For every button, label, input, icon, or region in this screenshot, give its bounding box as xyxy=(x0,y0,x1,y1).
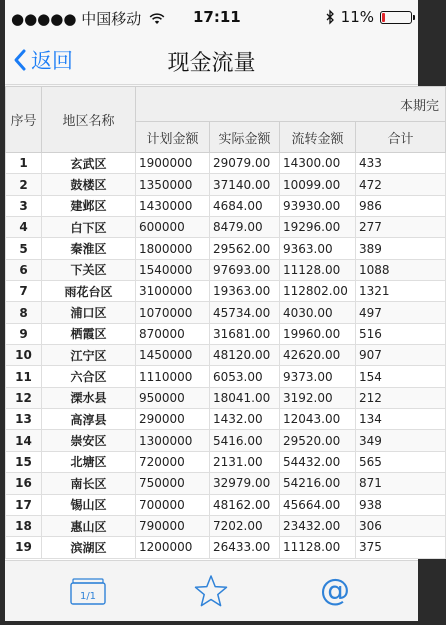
planned-amount-cell: 1900000 xyxy=(136,153,210,174)
actual-amount-cell: 8479.00 xyxy=(210,217,280,238)
planned-amount-cell: 600000 xyxy=(136,217,210,238)
planned-amount-cell: 1200000 xyxy=(136,537,210,558)
total-cell: 134 xyxy=(356,409,446,430)
planned-amount-cell: 1430000 xyxy=(136,195,210,216)
at-sign-icon xyxy=(318,574,352,608)
row-index-cell: 14 xyxy=(6,430,42,451)
region-name-cell: 南长区 xyxy=(42,473,136,494)
table-row[interactable] xyxy=(6,238,446,259)
region-name-cell: 惠山区 xyxy=(42,515,136,536)
table-row[interactable] xyxy=(6,217,446,238)
table-row[interactable] xyxy=(6,515,446,536)
table-row[interactable] xyxy=(6,345,446,366)
actual-amount-cell: 5416.00 xyxy=(210,430,280,451)
tab-bar xyxy=(5,560,418,621)
transfer-amount-cell: 14300.00 xyxy=(280,153,356,174)
total-cell: 938 xyxy=(356,494,446,515)
actual-amount-cell: 48120.00 xyxy=(210,345,280,366)
total-cell: 433 xyxy=(356,153,446,174)
table-row[interactable] xyxy=(6,174,446,195)
favorites-button[interactable] xyxy=(189,571,233,611)
total-cell: 497 xyxy=(356,302,446,323)
battery-fill xyxy=(382,13,385,22)
total-cell: 306 xyxy=(356,515,446,536)
total-cell: 986 xyxy=(356,195,446,216)
navigation-bar xyxy=(5,36,418,85)
region-name-cell: 北塘区 xyxy=(42,451,136,472)
battery-percent: 11% xyxy=(340,8,374,26)
bluetooth-icon xyxy=(326,10,335,24)
row-index-cell: 9 xyxy=(6,323,42,344)
page-title: 现金流量 xyxy=(167,51,256,76)
planned-amount-cell: 700000 xyxy=(136,494,210,515)
table-row[interactable] xyxy=(6,387,446,408)
region-name-cell: 高淳县 xyxy=(42,409,136,430)
table-row[interactable] xyxy=(6,366,446,387)
planned-amount-cell: 790000 xyxy=(136,515,210,536)
planned-amount-cell: 950000 xyxy=(136,387,210,408)
row-index-cell: 12 xyxy=(6,387,42,408)
actual-amount-cell: 97693.00 xyxy=(210,259,280,280)
table-row[interactable] xyxy=(6,537,446,558)
transfer-amount-cell: 10099.00 xyxy=(280,174,356,195)
actual-amount-cell: 6053.00 xyxy=(210,366,280,387)
header-total: 合计 xyxy=(356,122,446,153)
clock: 17:11 xyxy=(193,8,241,26)
row-index-cell: 4 xyxy=(6,217,42,238)
actual-amount-cell: 45734.00 xyxy=(210,302,280,323)
planned-amount-cell: 1540000 xyxy=(136,259,210,280)
transfer-amount-cell: 9373.00 xyxy=(280,366,356,387)
total-cell: 871 xyxy=(356,473,446,494)
region-name-cell: 锡山区 xyxy=(42,494,136,515)
header-region: 地区名称 xyxy=(42,87,136,153)
total-cell: 516 xyxy=(356,323,446,344)
header-actual: 实际金额 xyxy=(210,122,280,153)
region-name-cell: 崇安区 xyxy=(42,430,136,451)
row-index-cell: 8 xyxy=(6,302,42,323)
row-index-cell: 3 xyxy=(6,195,42,216)
total-cell: 1321 xyxy=(356,281,446,302)
region-name-cell: 建邺区 xyxy=(42,195,136,216)
actual-amount-cell: 32979.00 xyxy=(210,473,280,494)
row-index-cell: 11 xyxy=(6,366,42,387)
transfer-amount-cell: 29520.00 xyxy=(280,430,356,451)
transfer-amount-cell: 19960.00 xyxy=(280,323,356,344)
transfer-amount-cell: 54216.00 xyxy=(280,473,356,494)
total-cell: 349 xyxy=(356,430,446,451)
status-bar xyxy=(5,0,418,36)
planned-amount-cell: 1110000 xyxy=(136,366,210,387)
region-name-cell: 雨花台区 xyxy=(42,281,136,302)
header-transfer: 流转金额 xyxy=(280,122,356,153)
header-index: 序号 xyxy=(6,87,42,153)
actual-amount-cell: 1432.00 xyxy=(210,409,280,430)
transfer-amount-cell: 11128.00 xyxy=(280,259,356,280)
status-right xyxy=(326,8,412,26)
email-share-button[interactable] xyxy=(313,571,357,611)
row-index-cell: 18 xyxy=(6,515,42,536)
header-group-current-period: 本期完 xyxy=(136,87,446,122)
planned-amount-cell: 3100000 xyxy=(136,281,210,302)
planned-amount-cell: 750000 xyxy=(136,473,210,494)
cash-flow-table-container[interactable] xyxy=(5,86,440,560)
pages-button[interactable] xyxy=(66,571,110,611)
transfer-amount-cell: 3192.00 xyxy=(280,387,356,408)
row-index-cell: 5 xyxy=(6,238,42,259)
region-name-cell: 江宁区 xyxy=(42,345,136,366)
actual-amount-cell: 37140.00 xyxy=(210,174,280,195)
transfer-amount-cell: 42620.00 xyxy=(280,345,356,366)
row-index-cell: 7 xyxy=(6,281,42,302)
actual-amount-cell: 2131.00 xyxy=(210,451,280,472)
total-cell: 154 xyxy=(356,366,446,387)
carrier-label xyxy=(11,8,165,29)
table-row[interactable] xyxy=(6,451,446,472)
total-cell: 565 xyxy=(356,451,446,472)
total-cell: 277 xyxy=(356,217,446,238)
planned-amount-cell: 1300000 xyxy=(136,430,210,451)
actual-amount-cell: 48162.00 xyxy=(210,494,280,515)
header-planned: 计划金额 xyxy=(136,122,210,153)
actual-amount-cell: 7202.00 xyxy=(210,515,280,536)
transfer-amount-cell: 11128.00 xyxy=(280,537,356,558)
planned-amount-cell: 720000 xyxy=(136,451,210,472)
planned-amount-cell: 1450000 xyxy=(136,345,210,366)
table-row[interactable] xyxy=(6,153,446,174)
back-label: 返回 xyxy=(31,49,73,73)
planned-amount-cell: 1800000 xyxy=(136,238,210,259)
row-index-cell: 19 xyxy=(6,537,42,558)
table-row[interactable] xyxy=(6,430,446,451)
table-body xyxy=(6,153,446,559)
actual-amount-cell: 26433.00 xyxy=(210,537,280,558)
pages-label: 1/1 xyxy=(79,591,97,602)
table-row[interactable] xyxy=(6,302,446,323)
actual-amount-cell: 31681.00 xyxy=(210,323,280,344)
region-name-cell: 下关区 xyxy=(42,259,136,280)
row-index-cell: 15 xyxy=(6,451,42,472)
battery-icon xyxy=(380,11,412,24)
region-name-cell: 浦口区 xyxy=(42,302,136,323)
total-cell: 212 xyxy=(356,387,446,408)
transfer-amount-cell: 12043.00 xyxy=(280,409,356,430)
row-index-cell: 10 xyxy=(6,345,42,366)
actual-amount-cell: 4684.00 xyxy=(210,195,280,216)
row-index-cell: 17 xyxy=(6,494,42,515)
transfer-amount-cell: 19296.00 xyxy=(280,217,356,238)
table-row[interactable] xyxy=(6,473,446,494)
table-row[interactable] xyxy=(6,195,446,216)
actual-amount-cell: 18041.00 xyxy=(210,387,280,408)
region-name-cell: 滨湖区 xyxy=(42,537,136,558)
region-name-cell: 栖霞区 xyxy=(42,323,136,344)
transfer-amount-cell: 45664.00 xyxy=(280,494,356,515)
region-name-cell: 溧水县 xyxy=(42,387,136,408)
total-cell: 472 xyxy=(356,174,446,195)
transfer-amount-cell: 4030.00 xyxy=(280,302,356,323)
transfer-amount-cell: 93930.00 xyxy=(280,195,356,216)
table-row[interactable] xyxy=(6,409,446,430)
planned-amount-cell: 870000 xyxy=(136,323,210,344)
total-cell: 1088 xyxy=(356,259,446,280)
row-index-cell: 6 xyxy=(6,259,42,280)
actual-amount-cell: 19363.00 xyxy=(210,281,280,302)
row-index-cell: 16 xyxy=(6,473,42,494)
actual-amount-cell: 29562.00 xyxy=(210,238,280,259)
row-index-cell: 13 xyxy=(6,409,42,430)
row-index-cell: 1 xyxy=(6,153,42,174)
region-name-cell: 秦淮区 xyxy=(42,238,136,259)
device-screen xyxy=(5,0,440,620)
transfer-amount-cell: 9363.00 xyxy=(280,238,356,259)
region-name-cell: 鼓楼区 xyxy=(42,174,136,195)
region-name-cell: 玄武区 xyxy=(42,153,136,174)
table-row[interactable] xyxy=(6,323,446,344)
actual-amount-cell: 29079.00 xyxy=(210,153,280,174)
total-cell: 375 xyxy=(356,537,446,558)
region-name-cell: 六合区 xyxy=(42,366,136,387)
transfer-amount-cell: 54432.00 xyxy=(280,451,356,472)
table-row[interactable] xyxy=(6,259,446,280)
row-index-cell: 2 xyxy=(6,174,42,195)
planned-amount-cell: 1070000 xyxy=(136,302,210,323)
planned-amount-cell: 1350000 xyxy=(136,174,210,195)
region-name-cell: 白下区 xyxy=(42,217,136,238)
transfer-amount-cell: 23432.00 xyxy=(280,515,356,536)
total-cell: 389 xyxy=(356,238,446,259)
star-icon xyxy=(193,574,229,608)
planned-amount-cell: 290000 xyxy=(136,409,210,430)
wifi-icon xyxy=(149,13,165,25)
table-row[interactable] xyxy=(6,281,446,302)
svg-text:@: @ xyxy=(320,573,350,608)
table-row[interactable] xyxy=(6,494,446,515)
total-cell: 907 xyxy=(356,345,446,366)
transfer-amount-cell: 112802.00 xyxy=(280,281,356,302)
carrier-text: ●●●●● 中国移动 xyxy=(11,10,142,28)
cash-flow-table xyxy=(5,86,446,559)
